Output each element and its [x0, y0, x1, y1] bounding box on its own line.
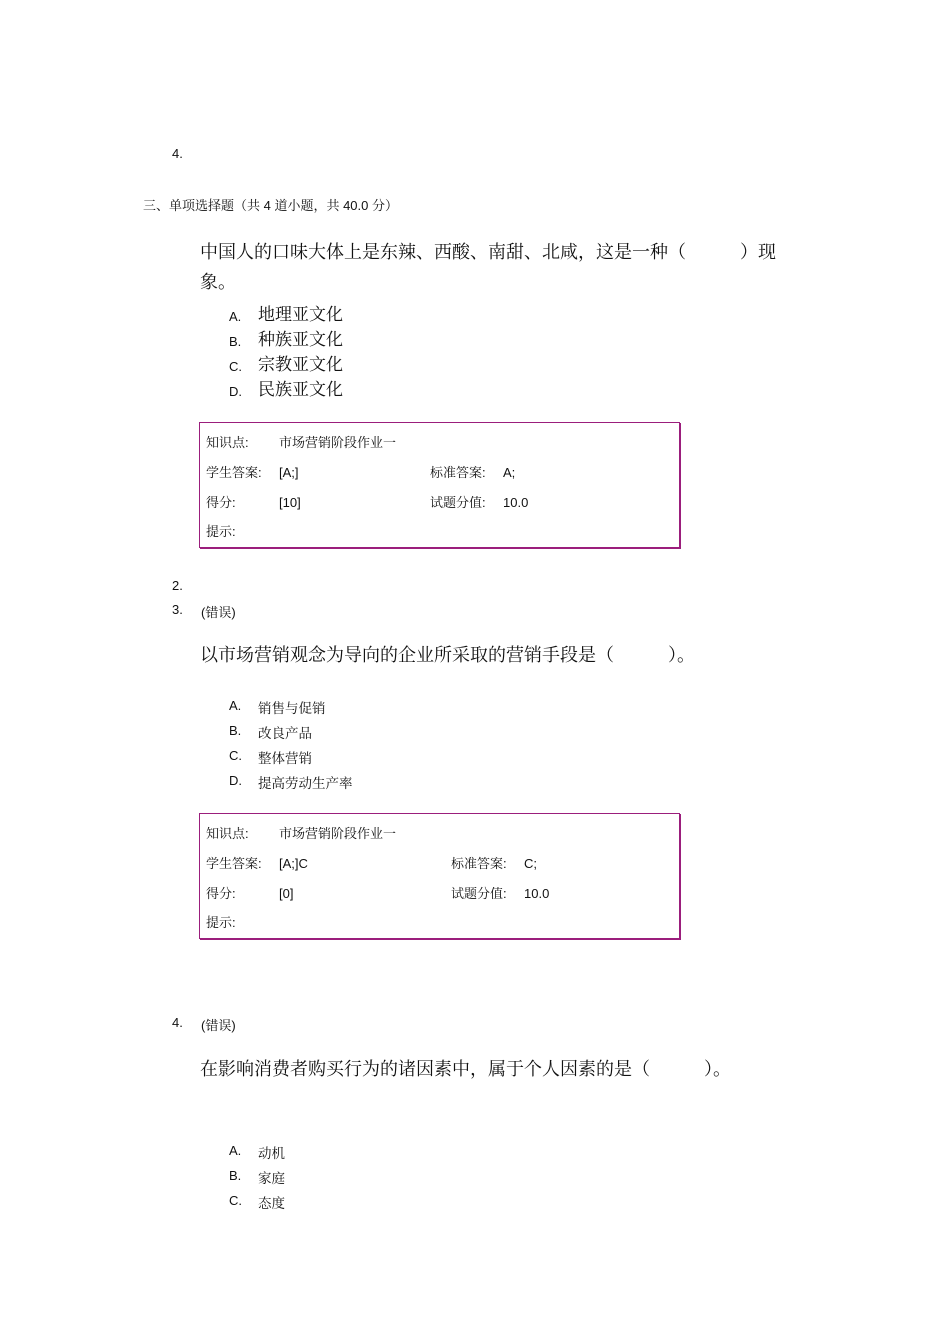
standard-answer-value: A;	[503, 465, 516, 480]
question-3-text: 在影响消费者购买行为的诸因素中，属于个人因素的是（ ）。	[200, 1059, 731, 1080]
question-3-number: 4.	[172, 1015, 183, 1030]
item-number-top: 4.	[172, 146, 183, 161]
question-2-status: (错误)	[201, 605, 236, 620]
option-letter: B.	[229, 1168, 242, 1183]
option-letter: B.	[229, 334, 242, 349]
score-label: 得分:	[206, 495, 236, 510]
student-answer-label: 学生答案:	[206, 465, 262, 480]
knowledge-label: 知识点:	[206, 826, 249, 841]
standard-answer-value: C;	[524, 856, 537, 871]
option-text: 地理亚文化	[258, 305, 343, 325]
points-value: 10.0	[524, 886, 550, 901]
option-letter: C.	[229, 359, 242, 374]
option-text: 销售与促销	[258, 701, 326, 717]
student-answer-value: [A;]C	[279, 856, 308, 871]
option-text: 整体营销	[258, 751, 312, 767]
option-letter: A.	[229, 309, 242, 324]
student-answer-value: [A;]	[279, 465, 299, 480]
standard-answer-label: 标准答案:	[430, 465, 486, 480]
question-2-text: 以市场营销观念为导向的企业所采取的营销手段是（ ）。	[200, 645, 695, 666]
option-text: 态度	[258, 1196, 285, 1212]
points-value: 10.0	[503, 495, 529, 510]
option-text: 动机	[258, 1146, 285, 1162]
points-label: 试题分值:	[451, 886, 507, 901]
score-value: [0]	[279, 886, 294, 901]
option-letter: A.	[229, 698, 242, 713]
knowledge-value: 市场营销阶段作业一	[279, 826, 397, 841]
option-letter: D.	[229, 773, 242, 788]
option-text: 家庭	[258, 1171, 285, 1187]
knowledge-label: 知识点:	[206, 435, 249, 450]
option-letter: C.	[229, 1193, 242, 1208]
section-header: 三、单项选择题（共 4 道小题，共 40.0 分）	[143, 198, 398, 213]
student-answer-label: 学生答案:	[206, 856, 262, 871]
score-value: [10]	[279, 495, 301, 510]
option-text: 宗教亚文化	[258, 355, 343, 375]
score-label: 得分:	[206, 886, 236, 901]
question-2-number: 3.	[172, 602, 183, 617]
option-text: 民族亚文化	[258, 380, 343, 400]
standard-answer-label: 标准答案:	[451, 856, 507, 871]
option-letter: A.	[229, 1143, 242, 1158]
question-1-text-line2: 象。	[200, 272, 236, 293]
points-label: 试题分值:	[430, 495, 486, 510]
question-1-text-line1: 中国人的口味大体上是东辣、西酸、南甜、北咸，这是一种（ ）现	[200, 242, 776, 263]
option-text: 提高劳动生产率	[258, 776, 353, 792]
hint-label: 提示:	[206, 915, 236, 930]
knowledge-value: 市场营销阶段作业一	[279, 435, 397, 450]
option-letter: C.	[229, 748, 242, 763]
option-text: 改良产品	[258, 726, 312, 742]
item-number-2: 2.	[172, 578, 183, 593]
answer-info-box-2	[199, 813, 680, 939]
option-letter: D.	[229, 384, 242, 399]
answer-info-box-1	[199, 422, 680, 548]
question-3-status: (错误)	[201, 1018, 236, 1033]
hint-label: 提示:	[206, 524, 236, 539]
option-text: 种族亚文化	[258, 330, 343, 350]
option-letter: B.	[229, 723, 242, 738]
